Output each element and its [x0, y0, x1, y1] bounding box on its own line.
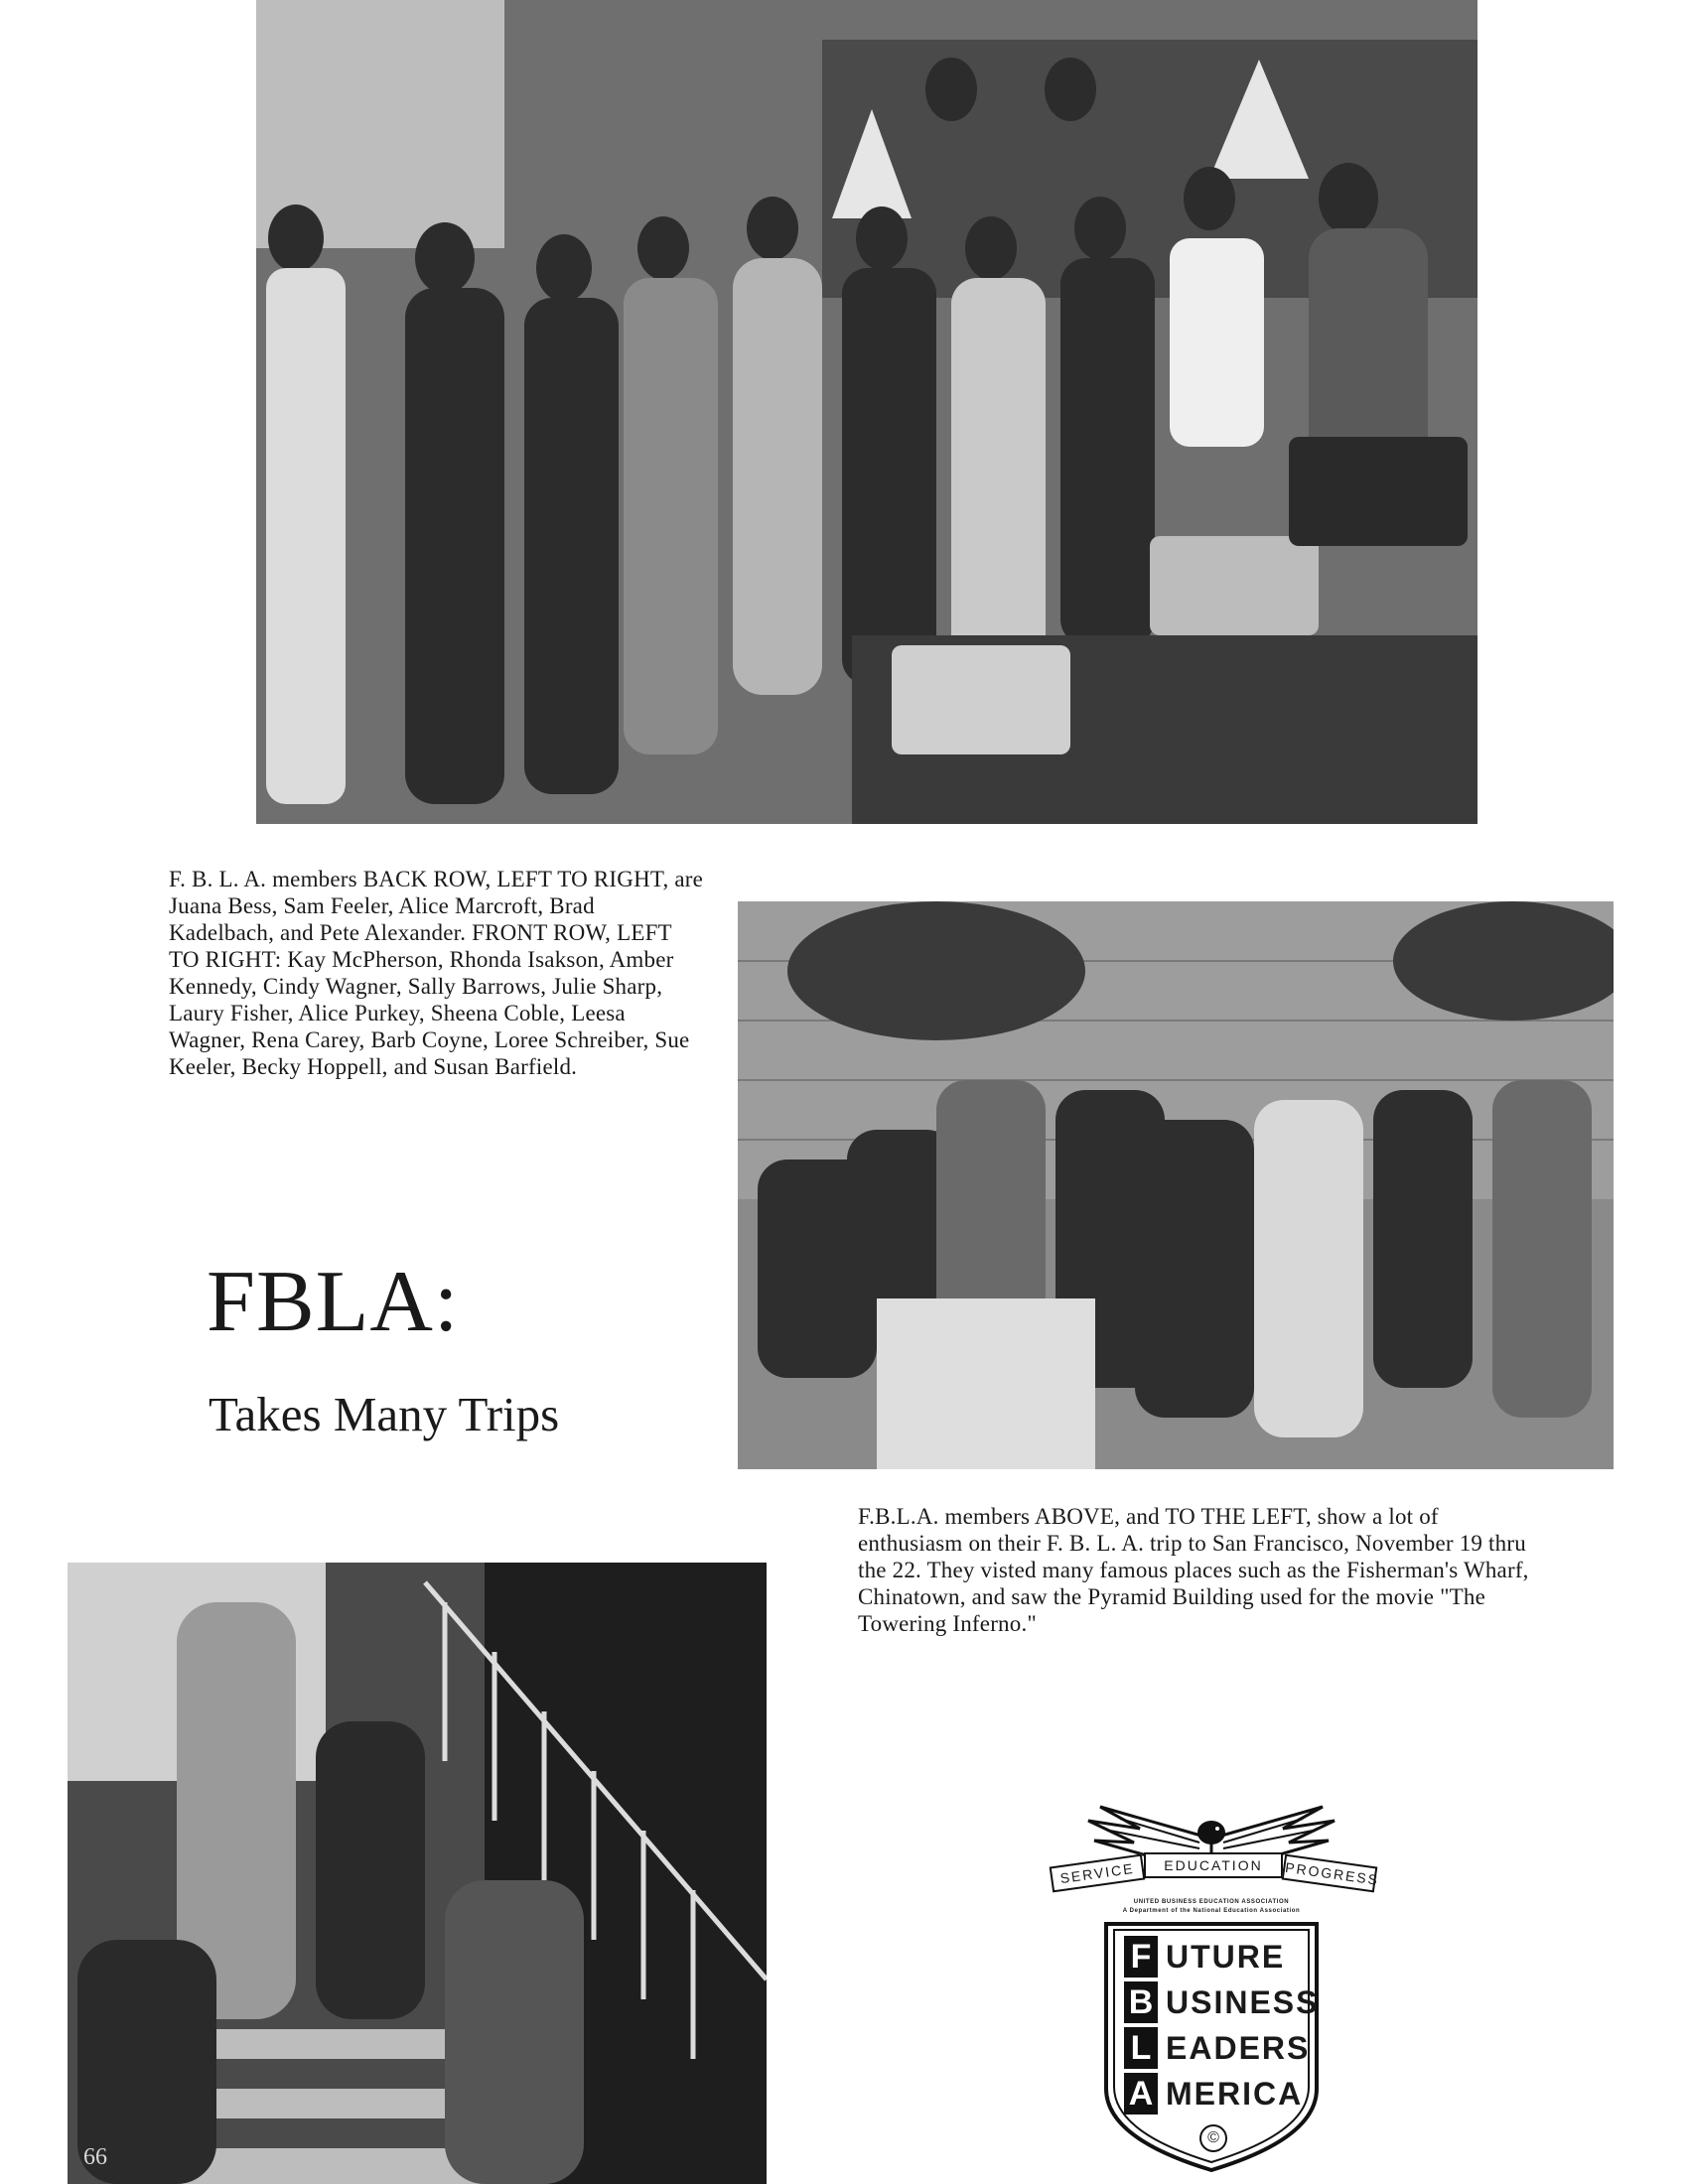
emblem-row-america	[1124, 2073, 1313, 2118]
emblem-row-future	[1124, 1936, 1313, 1981]
page-title: FBLA:	[207, 1254, 460, 1350]
stairs-photo	[68, 1563, 767, 2184]
lobby-photo	[738, 901, 1614, 1469]
trip-caption: F.B.L.A. members ABOVE, and TO THE LEFT, show a lot of enthusiasm on their F. B. L. A. trip to San Francisco, November 19 thru the 22. They visted many famous places such as the Fisherman's Wharf, Chinatown, and saw the Pyramid Building used for the movie "The Towering Inferno."	[858, 1504, 1529, 1636]
association-line-1: UNITED BUSINESS EDUCATION ASSOCIATION	[1133, 1899, 1290, 1905]
copyright-icon: ©	[1199, 2124, 1227, 2152]
association-line-2: A Department of the National Education Association	[1122, 1908, 1301, 1914]
emblem-letter-a: A	[1124, 2073, 1158, 2115]
page-subtitle: Takes Many Trips	[209, 1387, 560, 1441]
emblem-word-future: UTURE	[1166, 1939, 1286, 1975]
page-number: 66	[83, 2144, 107, 2170]
motto-banner	[1051, 1848, 1380, 1892]
lobby-photo-scene	[738, 901, 1614, 1469]
fbla-emblem	[1051, 1799, 1380, 2176]
emblem-row-leaders	[1124, 2027, 1313, 2073]
stairs-photo-scene	[68, 1563, 767, 2184]
motto-service: SERVICE	[1050, 1854, 1146, 1893]
emblem-row-business	[1124, 1981, 1320, 2027]
emblem-word-business: USINESS	[1166, 1984, 1320, 2020]
emblem-shield	[1102, 1920, 1321, 2174]
motto-education: EDUCATION	[1144, 1852, 1283, 1878]
motto-progress: PROGRESS	[1282, 1854, 1378, 1893]
group-photo-caption: F. B. L. A. members BACK ROW, LEFT TO RIGHT, are Juana Bess, Sam Feeler, Alice Marcroft, Brad Kadelbach, and Pete Alexander. FRONT ROW, LEFT TO RIGHT: Kay McPherson, Rhonda Isakson, Amber Kennedy, Cindy Wagner, Sally Barrows, Julie Sharp, Laury Fisher, Alice Purkey, Sheena Coble, Leesa Wagner, Rena Carey, Barb Coyne, Loree Schreiber, Sue Keeler, Becky Hoppell, and Susan Barfield.	[169, 867, 704, 1079]
group-photo-scene	[256, 0, 1477, 824]
emblem-letter-f: F	[1124, 1936, 1158, 1978]
emblem-letter-b: B	[1124, 1981, 1158, 2023]
group-photo	[256, 0, 1477, 824]
emblem-word-leaders: EADERS	[1166, 2030, 1311, 2066]
emblem-letter-l: L	[1124, 2027, 1158, 2069]
emblem-word-america: MERICA	[1166, 2076, 1304, 2112]
